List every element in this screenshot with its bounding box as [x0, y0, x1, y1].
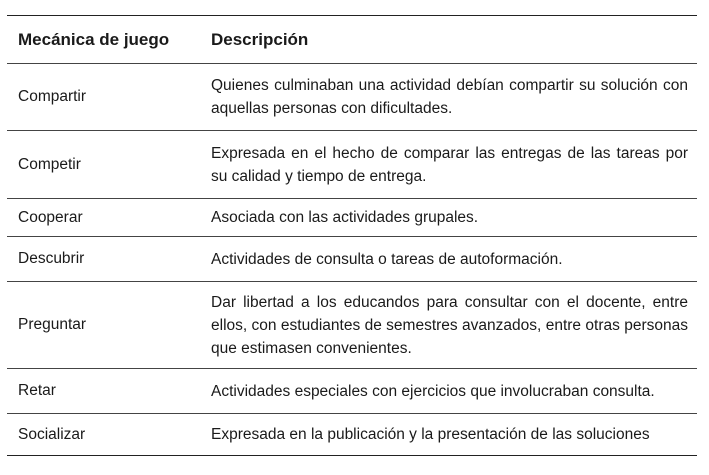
table-row	[7, 369, 697, 414]
row-description: Expresada en la publicación y la presentación de las soluciones	[211, 426, 650, 443]
table-row	[7, 414, 697, 456]
row-mechanic: Competir	[18, 155, 81, 173]
table-header-row	[7, 16, 697, 64]
row-description: Actividades especiales con ejercicios que involucraban consulta.	[211, 382, 655, 400]
table-row	[7, 64, 697, 131]
row-mechanic: Preguntar	[18, 316, 87, 333]
row-description: Actividades de consulta o tareas de autoformación.	[211, 250, 563, 268]
table-row	[7, 282, 697, 369]
header-description: Descripción	[211, 30, 309, 49]
table-row	[7, 237, 697, 282]
row-mechanic: Cooperar	[18, 208, 83, 226]
row-mechanic: Descubrir	[18, 250, 85, 267]
row-description: Expresada en el hecho de comparar las entregas de las tareas por su calidad y tiempo de entrega.	[211, 144, 688, 185]
row-mechanic: Retar	[18, 382, 56, 399]
row-mechanic: Compartir	[18, 88, 87, 105]
row-description: Asociada con las actividades grupales.	[211, 209, 479, 226]
game-mechanics-table	[7, 15, 697, 456]
row-mechanic: Socializar	[18, 425, 86, 443]
header-mechanic: Mecánica de juego	[18, 29, 170, 49]
table-row	[7, 199, 697, 237]
table-row	[7, 131, 697, 199]
row-description: Quienes culminaban una actividad debían compartir su solución con aquellas personas con dificultades.	[211, 77, 688, 117]
row-description: Dar libertad a los educandos para consultar con el docente, entre ellos, con estudiantes de semestres avanzados, entre otras personas que estimasen convenientes.	[211, 293, 688, 357]
